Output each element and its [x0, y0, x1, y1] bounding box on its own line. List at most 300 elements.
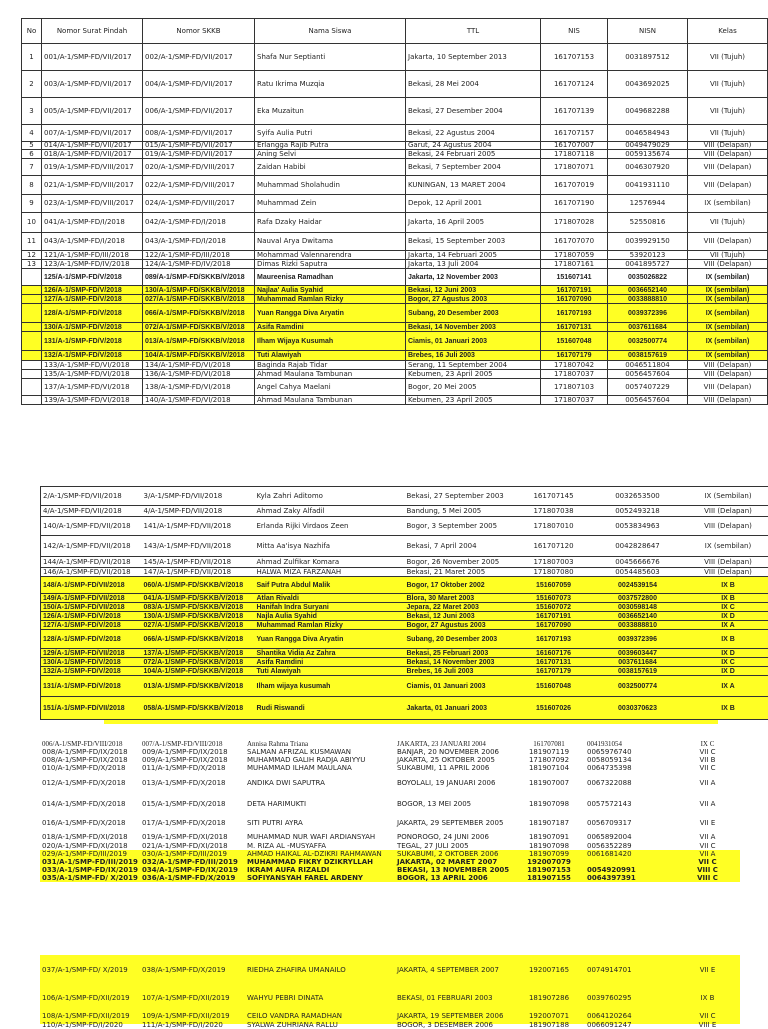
cell-nomor-surat-pindah: 014/A-1/SMP-FD/VII/2017 [42, 142, 143, 150]
cell-nis: 151607026 [520, 697, 588, 720]
cell-nomor-surat-pindah: 140/A-1/SMP-FD/VII/2018 [41, 517, 142, 536]
table-row [22, 269, 768, 286]
cell-ttl: SUKABUMI, 2 OKTOBER 2006 [395, 850, 513, 858]
cell-kelas: VIII (Delapan) [688, 379, 768, 396]
cell-nis: 192007165 [513, 955, 585, 985]
cell-nomor-skkb: 083/A-1/SMP-FD/SKKB/V/2018 [142, 603, 255, 612]
cell-nis: 161707191 [520, 612, 588, 621]
cell-nomor-surat-pindah: 018/A-1/SMP-FD/XI/2018 [40, 832, 140, 842]
cell-nisn: 0041931110 [608, 176, 688, 195]
cell-ttl: TEGAL, 27 JULI 2005 [395, 842, 513, 850]
cell-ttl: Bekasi, 15 September 2003 [406, 233, 541, 251]
cell-nis: 161707190 [541, 195, 608, 213]
cell-no: 8 [22, 176, 42, 195]
cell-nis: 181907187 [513, 814, 585, 832]
cell-kelas: VII E [675, 814, 740, 832]
col-no: No [22, 19, 42, 44]
cell-nis: 161707070 [541, 233, 608, 251]
cell-kelas: VII B [675, 756, 740, 764]
cell-nomor-skkb: 136/A-1/SMP-FD/VI/2018 [143, 370, 255, 379]
table-row [40, 1011, 740, 1021]
cell-nomor-skkb: 141/A-1/SMP-FD/VII/2018 [142, 517, 255, 536]
cell-nis: 181907098 [513, 842, 585, 850]
cell-nama-siswa: Ratu Ikrima Muzqia [255, 71, 406, 98]
cell-no: 13 [22, 260, 42, 269]
table-row [22, 295, 768, 304]
cell-nama-siswa: Najla Aulia Syahid [255, 612, 405, 621]
cell-nomor-skkb: 3/A-1/SMP-FD/VII/2018 [142, 487, 255, 506]
cell-nisn: 0074914701 [585, 955, 675, 985]
cell-nis: 151607072 [520, 603, 588, 612]
cell-nis: 161607176 [520, 649, 588, 658]
table-row [22, 286, 768, 295]
cell-nisn: 0041931054 [585, 740, 675, 748]
cell-nomor-skkb: 124/A-1/SMP-FD/IV/2018 [143, 260, 255, 269]
cell-kelas: IX B [688, 577, 768, 594]
cell-nisn: 0030598148 [588, 603, 688, 612]
cell-ttl: Kebumen, 23 April 2005 [406, 396, 541, 405]
cell-ttl: Depok, 12 April 2001 [406, 195, 541, 213]
cell-nomor-skkb: 019/A-1/SMP-FD/VII/2017 [143, 150, 255, 159]
cell-kelas: VII (Tujuh) [688, 213, 768, 233]
cell-nomor-skkb: 024/A-1/SMP-FD/VIII/2017 [143, 195, 255, 213]
table-row [22, 44, 768, 71]
cell-nisn: 0064735398 [585, 764, 675, 772]
cell-ttl: Bekasi, 25 Februari 2003 [405, 649, 520, 658]
table-row [41, 517, 768, 536]
cell-kelas: IX D [688, 667, 768, 676]
cell-nomor-skkb: 145/A-1/SMP-FD/VII/2018 [142, 557, 255, 568]
cell-nisn: 0065892004 [585, 832, 675, 842]
cell-nomor-skkb: 004/A-1/SMP-FD/VII/2017 [143, 71, 255, 98]
cell-nisn: 0049682288 [608, 98, 688, 125]
cell-nama-siswa: Yuan Rangga Diva Aryatin [255, 630, 405, 649]
cell-nomor-surat-pindah: 129/A-1/SMP-FD/VII/2018 [41, 649, 142, 658]
cell-nomor-skkb: 104/A-1/SMP-FD/SKKB/V/2018 [142, 667, 255, 676]
cell-nis: 171807010 [520, 517, 588, 536]
cell-no [22, 370, 42, 379]
cell-nomor-skkb: 072/A-1/SMP-FD/SKKB/V/2018 [142, 658, 255, 667]
cell-nisn: 0061681420 [585, 850, 675, 858]
cell-nisn: 0036652140 [608, 286, 688, 295]
cell-ttl: Bekasi, 27 Desember 2004 [406, 98, 541, 125]
cell-no: 12 [22, 251, 42, 260]
cell-ttl: Bekasi, 14 November 2003 [405, 658, 520, 667]
table-row [40, 858, 740, 866]
cell-nama-siswa: Shafa Nur Septianti [255, 44, 406, 71]
cell-nomor-skkb: 027/A-1/SMP-FD/SKKB/V/2018 [142, 621, 255, 630]
table-row [22, 332, 768, 351]
cell-kelas: VIII (Delapan) [688, 506, 768, 517]
cell-kelas: VII C [675, 748, 740, 756]
cell-nomor-skkb: 013/A-1/SMP-FD/SKKB/V/2018 [143, 332, 255, 351]
table-row [22, 176, 768, 195]
cell-nomor-surat-pindah: 126/A-1/SMP-FD/V/2018 [42, 286, 143, 295]
cell-nis: 171807071 [541, 159, 608, 176]
cell-nisn: 12576944 [608, 195, 688, 213]
cell-nama-siswa: Rudi Riswandi [255, 697, 405, 720]
cell-nis: 161707131 [541, 323, 608, 332]
cell-nis: 161707179 [541, 351, 608, 361]
cell-kelas: VII A [675, 772, 740, 794]
cell-nomor-skkb: 006/A-1/SMP-FD/VII/2017 [143, 98, 255, 125]
cell-no [22, 379, 42, 396]
cell-ttl: Brebes, 16 Juli 2003 [406, 351, 541, 361]
cell-nomor-surat-pindah: 123/A-1/SMP-FD/IV/2018 [42, 260, 143, 269]
cell-ttl: JAKARTA, 29 SEPTEMBER 2005 [395, 814, 513, 832]
cell-kelas: IX (sembilan) [688, 323, 768, 332]
cell-nomor-surat-pindah: 005/A-1/SMP-FD/VII/2017 [42, 98, 143, 125]
cell-ttl: BOYOLALI, 19 JANUARI 2006 [395, 772, 513, 794]
cell-kelas: IX (sembilan) [688, 286, 768, 295]
cell-nisn: 0049479029 [608, 142, 688, 150]
cell-nama-siswa: Maureenisa Ramadhan [255, 269, 406, 286]
cell-nis: 161707090 [541, 295, 608, 304]
transfer-table-2018-2019 [40, 740, 740, 882]
cell-nomor-skkb: 034/A-1/SMP-FD/IX/2019 [140, 866, 245, 874]
cell-nisn: 0037611684 [608, 323, 688, 332]
cell-nomor-surat-pindah: 035/A-1/SMP-FD/ X/2019 [40, 874, 140, 882]
cell-nis: 161707191 [541, 286, 608, 295]
cell-nama-siswa: Dimas Rizki Saputra [255, 260, 406, 269]
table-row [40, 756, 740, 764]
cell-nomor-skkb: 058/A-1/SMP-FD/SKKB/V/2018 [142, 697, 255, 720]
cell-nomor-surat-pindah: 142/A-1/SMP-FD/VII/2018 [41, 536, 142, 557]
cell-nama-siswa: Muhammad Ramlan Rizky [255, 295, 406, 304]
cell-no [22, 286, 42, 295]
cell-nis: 181907099 [513, 850, 585, 858]
cell-nomor-surat-pindah: 135/A-1/SMP-FD/VI/2018 [42, 370, 143, 379]
cell-ttl: Bogor, 17 Oktober 2002 [405, 577, 520, 594]
cell-ttl: KUNINGAN, 13 MARET 2004 [406, 176, 541, 195]
cell-nama-siswa: RIEDHA ZHAFIRA UMANAILO [245, 955, 395, 985]
table-row [41, 557, 768, 568]
cell-nama-siswa: Yuan Rangga Diva Aryatin [255, 304, 406, 323]
cell-ttl: JAKARTA, 25 OKTOBER 2005 [395, 756, 513, 764]
cell-nisn: 0046307920 [608, 159, 688, 176]
cell-ttl: Bogor, 20 Mei 2005 [406, 379, 541, 396]
cell-ttl: JAKARTA, 4 SEPTEMBER 2007 [395, 955, 513, 985]
table-row [41, 594, 768, 603]
table-row [40, 850, 740, 858]
cell-nomor-surat-pindah: 146/A-1/SMP-FD/VII/2018 [41, 568, 142, 577]
cell-nisn: 0046584943 [608, 125, 688, 142]
table-row [22, 260, 768, 269]
cell-nomor-surat-pindah: 126/A-1/SMP-FD/V/2018 [41, 612, 142, 621]
cell-nisn: 0045666676 [588, 557, 688, 568]
cell-ttl: BEKASI, 13 NOVEMBER 2005 [395, 866, 513, 874]
cell-nomor-surat-pindah: 108/A-1/SMP-FD/XII/2019 [40, 1011, 140, 1021]
cell-nisn: 0032653500 [588, 487, 688, 506]
cell-nis: 151607059 [520, 577, 588, 594]
cell-ttl: Jakarta, 12 November 2003 [406, 269, 541, 286]
cell-no: 1 [22, 44, 42, 71]
cell-kelas: IX D [688, 649, 768, 658]
table-row [40, 955, 740, 985]
cell-nomor-surat-pindah: 125/A-1/SMP-FD/V/2018 [42, 269, 143, 286]
cell-nisn: 0039603447 [588, 649, 688, 658]
cell-kelas: IX (sembilan) [688, 304, 768, 323]
cell-nomor-skkb: 140/A-1/SMP-FD/VI/2018 [143, 396, 255, 405]
table-row [22, 195, 768, 213]
cell-nomor-skkb: 4/A-1/SMP-FD/VII/2018 [142, 506, 255, 517]
cell-ttl: SUKABUMI, 11 APRIL 2006 [395, 764, 513, 772]
cell-nama-siswa: Atlan Rivaldi [255, 594, 405, 603]
cell-ttl: BANJAR, 20 NOVEMBER 2006 [395, 748, 513, 756]
cell-nisn: 0039760295 [585, 985, 675, 1011]
cell-nis: 161707090 [520, 621, 588, 630]
cell-nis: 161707007 [541, 142, 608, 150]
cell-nomor-surat-pindah: 133/A-1/SMP-FD/VI/2018 [42, 361, 143, 370]
cell-nama-siswa: Rafa Dzaky Haidar [255, 213, 406, 233]
cell-nomor-skkb: 030/A-1/SMP-FD/III/2019 [140, 850, 245, 858]
cell-kelas: VII C [675, 858, 740, 866]
table-row [22, 159, 768, 176]
cell-nomor-surat-pindah: 012/A-1/SMP-FD/X/2018 [40, 772, 140, 794]
cell-kelas: IX B [675, 985, 740, 1011]
table-row [40, 748, 740, 756]
cell-kelas: VII (Tujuh) [688, 98, 768, 125]
cell-kelas: IX B [688, 594, 768, 603]
cell-nomor-skkb: 072/A-1/SMP-FD/SKKB/V/2018 [143, 323, 255, 332]
cell-ttl: Ciamis, 01 Januari 2003 [405, 676, 520, 697]
cell-ttl: BOGOR, 13 MEI 2005 [395, 794, 513, 814]
cell-ttl: Jakarta, 13 Juli 2004 [406, 260, 541, 269]
cell-nisn: 0064397391 [585, 874, 675, 882]
cell-nomor-skkb: 008/A-1/SMP-FD/VII/2017 [143, 125, 255, 142]
cell-nis: 161707019 [541, 176, 608, 195]
cell-nama-siswa: Tuti Alawiyah [255, 667, 405, 676]
cell-kelas: IX (sembilan) [688, 351, 768, 361]
cell-nis: 181907119 [513, 748, 585, 756]
cell-nis: 171807003 [520, 557, 588, 568]
cell-ttl: Garut, 24 Agustus 2004 [406, 142, 541, 150]
cell-nama-siswa: SALMAN AFRIZAL KUSMAWAN [245, 748, 395, 756]
cell-nisn: 0036652140 [588, 612, 688, 621]
cell-nisn: 0041895727 [608, 260, 688, 269]
cell-ttl: Bogor, 27 Agustus 2003 [406, 295, 541, 304]
cell-nama-siswa: Ilham wijaya kusumah [255, 676, 405, 697]
cell-nis: 181907153 [513, 866, 585, 874]
table-row [41, 630, 768, 649]
cell-nomor-surat-pindah: 132/A-1/SMP-FD/V/2018 [41, 667, 142, 676]
cell-kelas: VII C [675, 842, 740, 850]
cell-kelas: VII (Tujuh) [688, 71, 768, 98]
table-row [41, 697, 768, 720]
cell-nama-siswa: Eka Muzaitun [255, 98, 406, 125]
cell-nomor-surat-pindah: 043/A-1/SMP-FD/I/2018 [42, 233, 143, 251]
col-kelas: Kelas [688, 19, 768, 44]
cell-nama-siswa: DETA HARIMUKTI [245, 794, 395, 814]
cell-no: 7 [22, 159, 42, 176]
cell-nomor-skkb: 007/A-1/SMP-FD/VIII/2018 [140, 740, 245, 748]
cell-no [22, 304, 42, 323]
cell-kelas: VIII (Delapan) [688, 568, 768, 577]
cell-nisn: 0039929150 [608, 233, 688, 251]
cell-nama-siswa: Kyla Zahri Aditomo [255, 487, 405, 506]
cell-ttl: Bekasi, 24 Februari 2005 [406, 150, 541, 159]
cell-kelas: IX C [688, 658, 768, 667]
cell-nomor-skkb: 104/A-1/SMP-FD/SKKB/V/2018 [143, 351, 255, 361]
cell-nama-siswa: Angel Cahya Maelani [255, 379, 406, 396]
cell-kelas: VII A [675, 832, 740, 842]
cell-nomor-skkb: 036/A-1/SMP-FD/X/2019 [140, 874, 245, 882]
transfer-table-2018 [40, 486, 768, 720]
cell-nisn: 52550816 [608, 213, 688, 233]
cell-no: 10 [22, 213, 42, 233]
cell-nama-siswa: Saif Putra Abdul Malik [255, 577, 405, 594]
cell-nomor-skkb: 042/A-1/SMP-FD/I/2018 [143, 213, 255, 233]
cell-nama-siswa: Asifa Ramdini [255, 323, 406, 332]
table-row [22, 71, 768, 98]
cell-kelas: VIII (Delapan) [688, 142, 768, 150]
cell-nis: 181907098 [513, 794, 585, 814]
cell-nama-siswa: Ilham Wijaya Kusumah [255, 332, 406, 351]
cell-no [22, 323, 42, 332]
cell-nama-siswa: Hanifah Indra Suryani [255, 603, 405, 612]
cell-nama-siswa: Asifa Ramdini [255, 658, 405, 667]
cell-nis: 151607048 [541, 332, 608, 351]
cell-nomor-surat-pindah: 128/A-1/SMP-FD/V/2018 [41, 630, 142, 649]
cell-nomor-skkb: 015/A-1/SMP-FD/VII/2017 [143, 142, 255, 150]
cell-nis: 171807161 [541, 260, 608, 269]
cell-nomor-surat-pindah: 003/A-1/SMP-FD/VII/2017 [42, 71, 143, 98]
cell-kelas: VIII (Delapan) [688, 517, 768, 536]
cell-kelas: VIII (Delapan) [688, 159, 768, 176]
cell-kelas: VII (Tujuh) [688, 125, 768, 142]
cell-nis: 151607141 [541, 269, 608, 286]
cell-nis: 161707157 [541, 125, 608, 142]
cell-nama-siswa: SYALWA ZUHRIANA RALLU [245, 1021, 395, 1029]
cell-nomor-skkb: 009/A-1/SMP-FD/IX/2018 [140, 748, 245, 756]
cell-ttl: Bogor, 3 September 2005 [405, 517, 520, 536]
table-row [40, 764, 740, 772]
cell-nomor-skkb: 089/A-1/SMP-FD/SKKB/V/2018 [143, 269, 255, 286]
cell-no: 4 [22, 125, 42, 142]
cell-nomor-skkb: 122/A-1/SMP-FD/III/2018 [143, 251, 255, 260]
cell-nomor-surat-pindah: 020/A-1/SMP-FD/XI/2018 [40, 842, 140, 850]
cell-nama-siswa: Ahmad Zulfikar Komara [255, 557, 405, 568]
cell-ttl: Bekasi, 22 Agustus 2004 [406, 125, 541, 142]
cell-nomor-skkb: 109/A-1/SMP-FD/XII/2019 [140, 1011, 245, 1021]
cell-no [22, 332, 42, 351]
cell-nama-siswa: Baginda Rajab Tidar [255, 361, 406, 370]
cell-nomor-skkb: 038/A-1/SMP-FD/X/2019 [140, 955, 245, 985]
table-row [22, 396, 768, 405]
cell-nama-siswa: MUHAMMAD FIKRY DZIKRYLLAH [245, 858, 395, 866]
cell-nomor-surat-pindah: 106/A-1/SMP-FD/XII/2019 [40, 985, 140, 1011]
col-nama-siswa: Nama Siswa [255, 19, 406, 44]
cell-nomor-surat-pindah: 006/A-1/SMP-FD/VIII/2018 [40, 740, 140, 748]
cell-nama-siswa: SOFIYANSYAH FAREL ARDENY [245, 874, 395, 882]
cell-nisn: 0038157619 [588, 667, 688, 676]
cell-nisn: 0043692025 [608, 71, 688, 98]
cell-nomor-skkb: 066/A-1/SMP-FD/SKKB/V/2018 [143, 304, 255, 323]
cell-nomor-surat-pindah: 010/A-1/SMP-FD/X/2018 [40, 764, 140, 772]
cell-nomor-skkb: 060/A-1/SMP-FD/SKKB/V/2018 [142, 577, 255, 594]
cell-nama-siswa: MUHAMMAD GALIH RADJA ABIYYU [245, 756, 395, 764]
cell-nisn: 0038157619 [608, 351, 688, 361]
cell-kelas: IX C [675, 740, 740, 748]
cell-nomor-skkb: 107/A-1/SMP-FD/XII/2019 [140, 985, 245, 1011]
cell-nomor-skkb: 013/A-1/SMP-FD/SKKB/V/2018 [142, 676, 255, 697]
cell-no [22, 269, 42, 286]
cell-nomor-skkb: 019/A-1/SMP-FD/XI/2018 [140, 832, 245, 842]
cell-no [22, 351, 42, 361]
cell-nomor-skkb: 013/A-1/SMP-FD/X/2018 [140, 772, 245, 794]
cell-nis: 181907007 [513, 772, 585, 794]
cell-kelas: IX C [688, 603, 768, 612]
col-nomor-skkb: Nomor SKKB [143, 19, 255, 44]
cell-ttl: Ciamis, 01 Januari 2003 [406, 332, 541, 351]
cell-nomor-skkb: 130/A-1/SMP-FD/SKKB/V/2018 [143, 286, 255, 295]
cell-ttl: Bekasi, 7 April 2004 [405, 536, 520, 557]
cell-nomor-surat-pindah: 139/A-1/SMP-FD/VI/2018 [42, 396, 143, 405]
cell-nisn: 0057407229 [608, 379, 688, 396]
cell-nomor-surat-pindah: 150/A-1/SMP-FD/VII/2018 [41, 603, 142, 612]
cell-nomor-skkb: 066/A-1/SMP-FD/SKKB/V/2018 [142, 630, 255, 649]
cell-nis: 181907188 [513, 1021, 585, 1029]
cell-nisn: 0035026822 [608, 269, 688, 286]
cell-nomor-surat-pindah: 127/A-1/SMP-FD/V/2018 [41, 621, 142, 630]
cell-kelas: VIII (Delapan) [688, 176, 768, 195]
cell-nomor-surat-pindah: 029/A-1/SMP-FD/III/2019 [40, 850, 140, 858]
cell-nis: 161707124 [541, 71, 608, 98]
cell-nama-siswa: Muhammad Ramlan Rizky [255, 621, 405, 630]
table-row [22, 323, 768, 332]
cell-kelas: VII C [675, 1011, 740, 1021]
table-row [40, 832, 740, 842]
cell-nama-siswa: HALWA MIZA FARZANAH [255, 568, 405, 577]
cell-nama-siswa: MUHAMMAD ILHAM MAULANA [245, 764, 395, 772]
cell-ttl: Jakarta, 14 Februari 2005 [406, 251, 541, 260]
cell-ttl: Serang, 11 September 2004 [406, 361, 541, 370]
cell-nisn: 0030370623 [588, 697, 688, 720]
cell-nama-siswa: Muhammad Sholahudin [255, 176, 406, 195]
cell-nomor-skkb: 011/A-1/SMP-FD/X/2018 [140, 764, 245, 772]
cell-ttl: Bekasi, 12 Juni 2003 [406, 286, 541, 295]
cell-nis: 171807037 [541, 370, 608, 379]
table-row [40, 874, 740, 882]
cell-nis: 161707131 [520, 658, 588, 667]
cell-nomor-skkb: 017/A-1/SMP-FD/X/2018 [140, 814, 245, 832]
cell-no [22, 295, 42, 304]
cell-nomor-surat-pindah: 131/A-1/SMP-FD/V/2018 [41, 676, 142, 697]
cell-nisn: 0056457604 [608, 370, 688, 379]
cell-nisn: 0039372396 [588, 630, 688, 649]
cell-nisn: 0064120264 [585, 1011, 675, 1021]
cell-kelas: IX (sembilan) [688, 332, 768, 351]
cell-nomor-surat-pindah: 041/A-1/SMP-FD/I/2018 [42, 213, 143, 233]
cell-nomor-surat-pindah: 019/A-1/SMP-FD/VIII/2017 [42, 159, 143, 176]
cell-nisn: 0053834963 [588, 517, 688, 536]
cell-ttl: Jakarta, 01 Januari 2003 [405, 697, 520, 720]
cell-nis: 171807028 [541, 213, 608, 233]
cell-nis: 181907104 [513, 764, 585, 772]
cell-nisn: 0033888810 [608, 295, 688, 304]
cell-nomor-surat-pindah: 031/A-1/SMP-FD/III/2019 [40, 858, 140, 866]
cell-ttl: PONOROGO, 24 JUNI 2006 [395, 832, 513, 842]
cell-nis: 192007079 [513, 858, 585, 866]
cell-nomor-skkb: 021/A-1/SMP-FD/XI/2018 [140, 842, 245, 850]
cell-nama-siswa: CEILO VANDRA RAMADHAN [245, 1011, 395, 1021]
cell-nomor-skkb: 134/A-1/SMP-FD/VI/2018 [143, 361, 255, 370]
cell-nis: 171807080 [520, 568, 588, 577]
cell-kelas: IX D [688, 612, 768, 621]
col-nis: NIS [541, 19, 608, 44]
cell-ttl: BOGOR, 13 APRIL 2006 [395, 874, 513, 882]
cell-nis: 151607048 [520, 676, 588, 697]
